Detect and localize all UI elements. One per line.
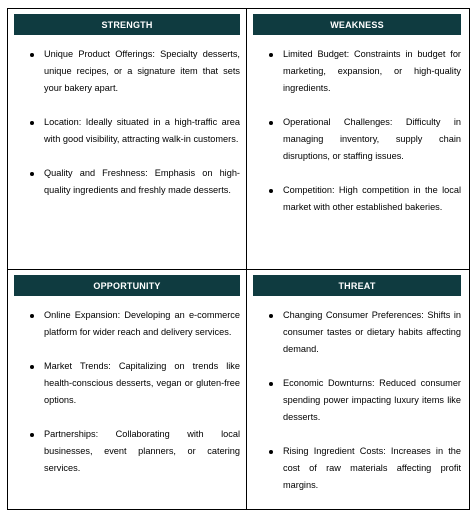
opportunity-header: OPPORTUNITY	[14, 275, 240, 296]
list-item: Partnerships: Collaborating with local businesses, event planners, or catering services.	[14, 426, 240, 477]
threat-list	[253, 307, 461, 494]
weakness-list	[253, 46, 461, 216]
list-item: Location: Ideally situated in a high-traffic area with good visibility, attracting walk-in customers.	[14, 114, 240, 148]
list-item: Unique Product Offerings: Specialty desserts, unique recipes, or a signature item that sets your bakery apart.	[14, 46, 240, 97]
list-item: Rising Ingredient Costs: Increases in the cost of raw materials affecting profit margins.	[253, 443, 461, 494]
list-item: Competition: High competition in the local market with other established bakeries.	[253, 182, 461, 216]
list-item: Economic Downturns: Reduced consumer spending power impacting luxury items like desserts.	[253, 375, 461, 426]
threat-header: THREAT	[253, 275, 461, 296]
list-item: Online Expansion: Developing an e-commerce platform for wider reach and delivery services.	[14, 307, 240, 341]
strength-list	[14, 46, 240, 199]
strength-header: STRENGTH	[14, 14, 240, 35]
list-item: Quality and Freshness: Emphasis on high-quality ingredients and freshly made desserts.	[14, 165, 240, 199]
strength-quadrant	[14, 14, 240, 199]
list-item: Operational Challenges: Difficulty in managing inventory, supply chain disruptions, or staffing issues.	[253, 114, 461, 165]
list-item: Limited Budget: Constraints in budget for marketing, expansion, or high-quality ingredients.	[253, 46, 461, 97]
list-item: Changing Consumer Preferences: Shifts in consumer tastes or dietary habits affecting demand.	[253, 307, 461, 358]
threat-quadrant	[253, 275, 461, 494]
weakness-header: WEAKNESS	[253, 14, 461, 35]
opportunity-list	[14, 307, 240, 477]
opportunity-quadrant	[14, 275, 240, 477]
grid-divider-horizontal	[7, 269, 470, 270]
weakness-quadrant	[253, 14, 461, 216]
grid-divider-vertical	[246, 8, 247, 510]
list-item: Market Trends: Capitalizing on trends like health-conscious desserts, vegan or gluten-free options.	[14, 358, 240, 409]
